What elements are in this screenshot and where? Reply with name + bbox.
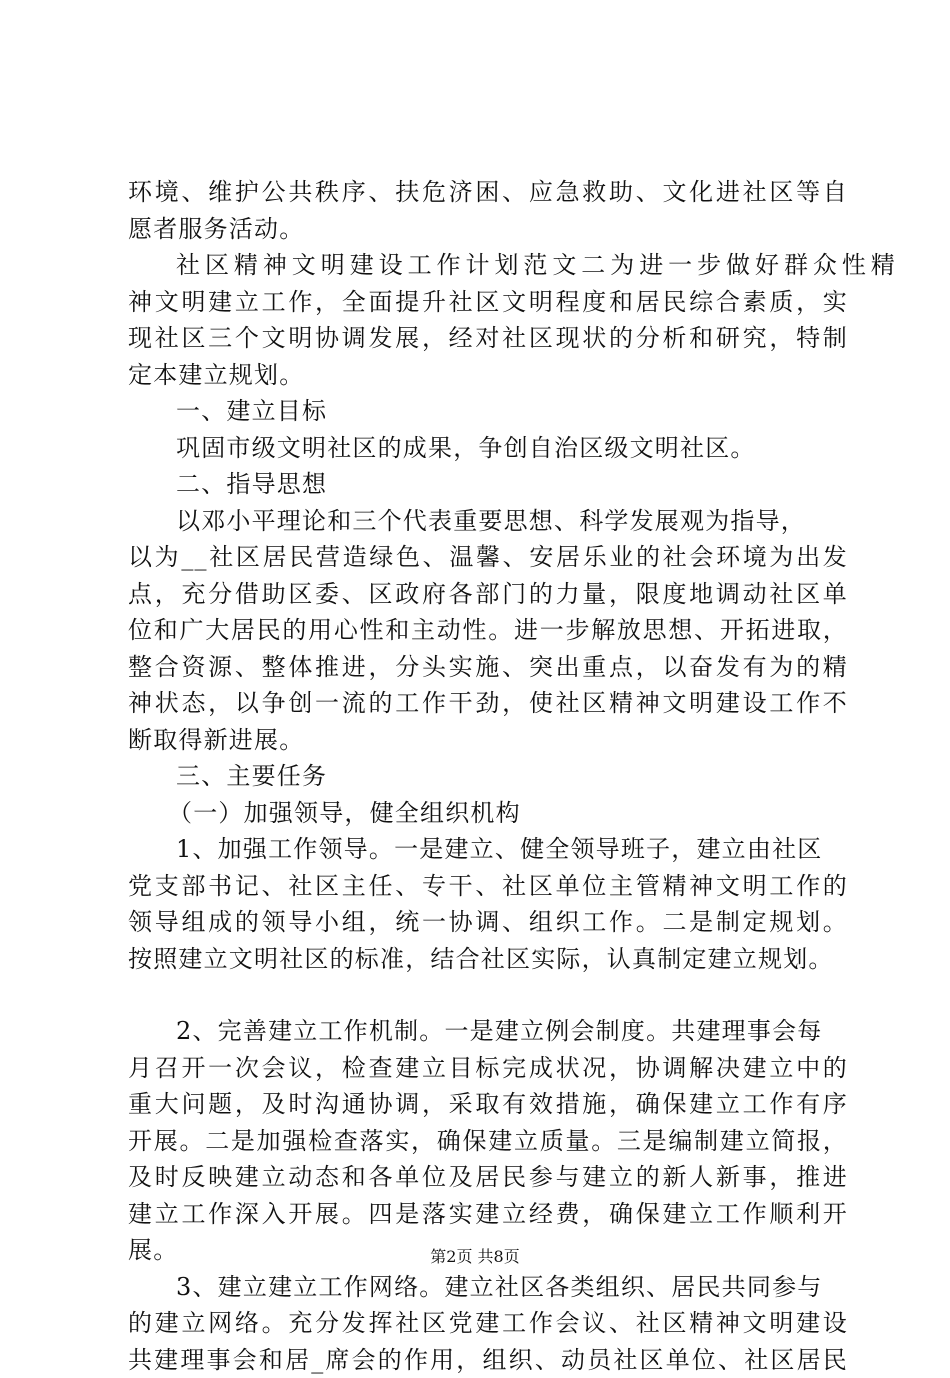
text-line: 环境、维护公共秩序、扶危济困、应急救助、文化进社区等自: [128, 174, 848, 211]
text-line: 1、加强工作领导。一是建立、健全领导班子，建立由社区: [128, 831, 848, 868]
text-line: 2、完善建立工作机制。一是建立例会制度。共建理事会每: [128, 1013, 848, 1050]
text-line: 神状态，以争创一流的工作干劲，使社区精神文明建设工作不: [128, 685, 848, 722]
text-line: 及时反映建立动态和各单位及居民参与建立的新人新事，推进: [128, 1159, 848, 1196]
text-line: 共建理事会和居_席会的作用，组织、动员社区单位、社区居民: [128, 1342, 848, 1378]
text-line: 月召开一次会议，检查建立目标完成状况，协调解决建立中的: [128, 1050, 848, 1087]
text-line: 按照建立文明社区的标准，结合社区实际，认真制定建立规划。: [128, 941, 848, 978]
text-line: 巩固市级文明社区的成果，争创自治区级文明社区。: [128, 430, 848, 467]
text-line: 重大问题，及时沟通协调，采取有效措施，确保建立工作有序: [128, 1086, 848, 1123]
text-line: 整合资源、整体推进，分头实施、突出重点，以奋发有为的精: [128, 649, 848, 686]
text-line: 以为__社区居民营造绿色、温馨、安居乐业的社会环境为出发: [128, 539, 848, 576]
page-number-footer: 第2页 共8页: [0, 1244, 950, 1267]
text-line: 建立工作深入开展。四是落实建立经费，确保建立工作顺利开: [128, 1196, 848, 1233]
text-line: 社区精神文明建设工作计划范文二为进一步做好群众性精: [128, 247, 896, 284]
text-line: 现社区三个文明协调发展，经对社区现状的分析和研究，特制: [128, 320, 848, 357]
text-line: 位和广大居民的用心性和主动性。进一步解放思想、开拓进取，: [128, 612, 848, 649]
text-line: 党支部书记、社区主任、专干、社区单位主管精神文明工作的: [128, 868, 848, 905]
document-body: [128, 174, 848, 1378]
text-line: 领导组成的领导小组，统一协调、组织工作。二是制定规划。: [128, 904, 848, 941]
text-line: 点，充分借助区委、区政府各部门的力量，限度地调动社区单: [128, 576, 848, 613]
text-line: 定本建立规划。: [128, 357, 848, 394]
section-heading: 三、主要任务: [128, 758, 848, 795]
text-line: 愿者服务活动。: [128, 211, 848, 248]
text-line: 断取得新进展。: [128, 722, 848, 759]
text-line: 的建立网络。充分发挥社区党建工作会议、社区精神文明建设: [128, 1305, 848, 1342]
section-heading: 一、建立目标: [128, 393, 848, 430]
text-line: 展。: [128, 1232, 848, 1269]
text-line: 3、建立建立工作网络。建立社区各类组织、居民共同参与: [128, 1269, 848, 1306]
text-line: 神文明建立工作，全面提升社区文明程度和居民综合素质，实: [128, 284, 848, 321]
text-line: 以邓小平理论和三个代表重要思想、科学发展观为指导，: [128, 503, 848, 540]
subsection-heading: （一）加强领导，健全组织机构: [128, 795, 848, 832]
section-heading: 二、指导思想: [128, 466, 848, 503]
text-line: 开展。二是加强检查落实，确保建立质量。三是编制建立简报，: [128, 1123, 848, 1160]
